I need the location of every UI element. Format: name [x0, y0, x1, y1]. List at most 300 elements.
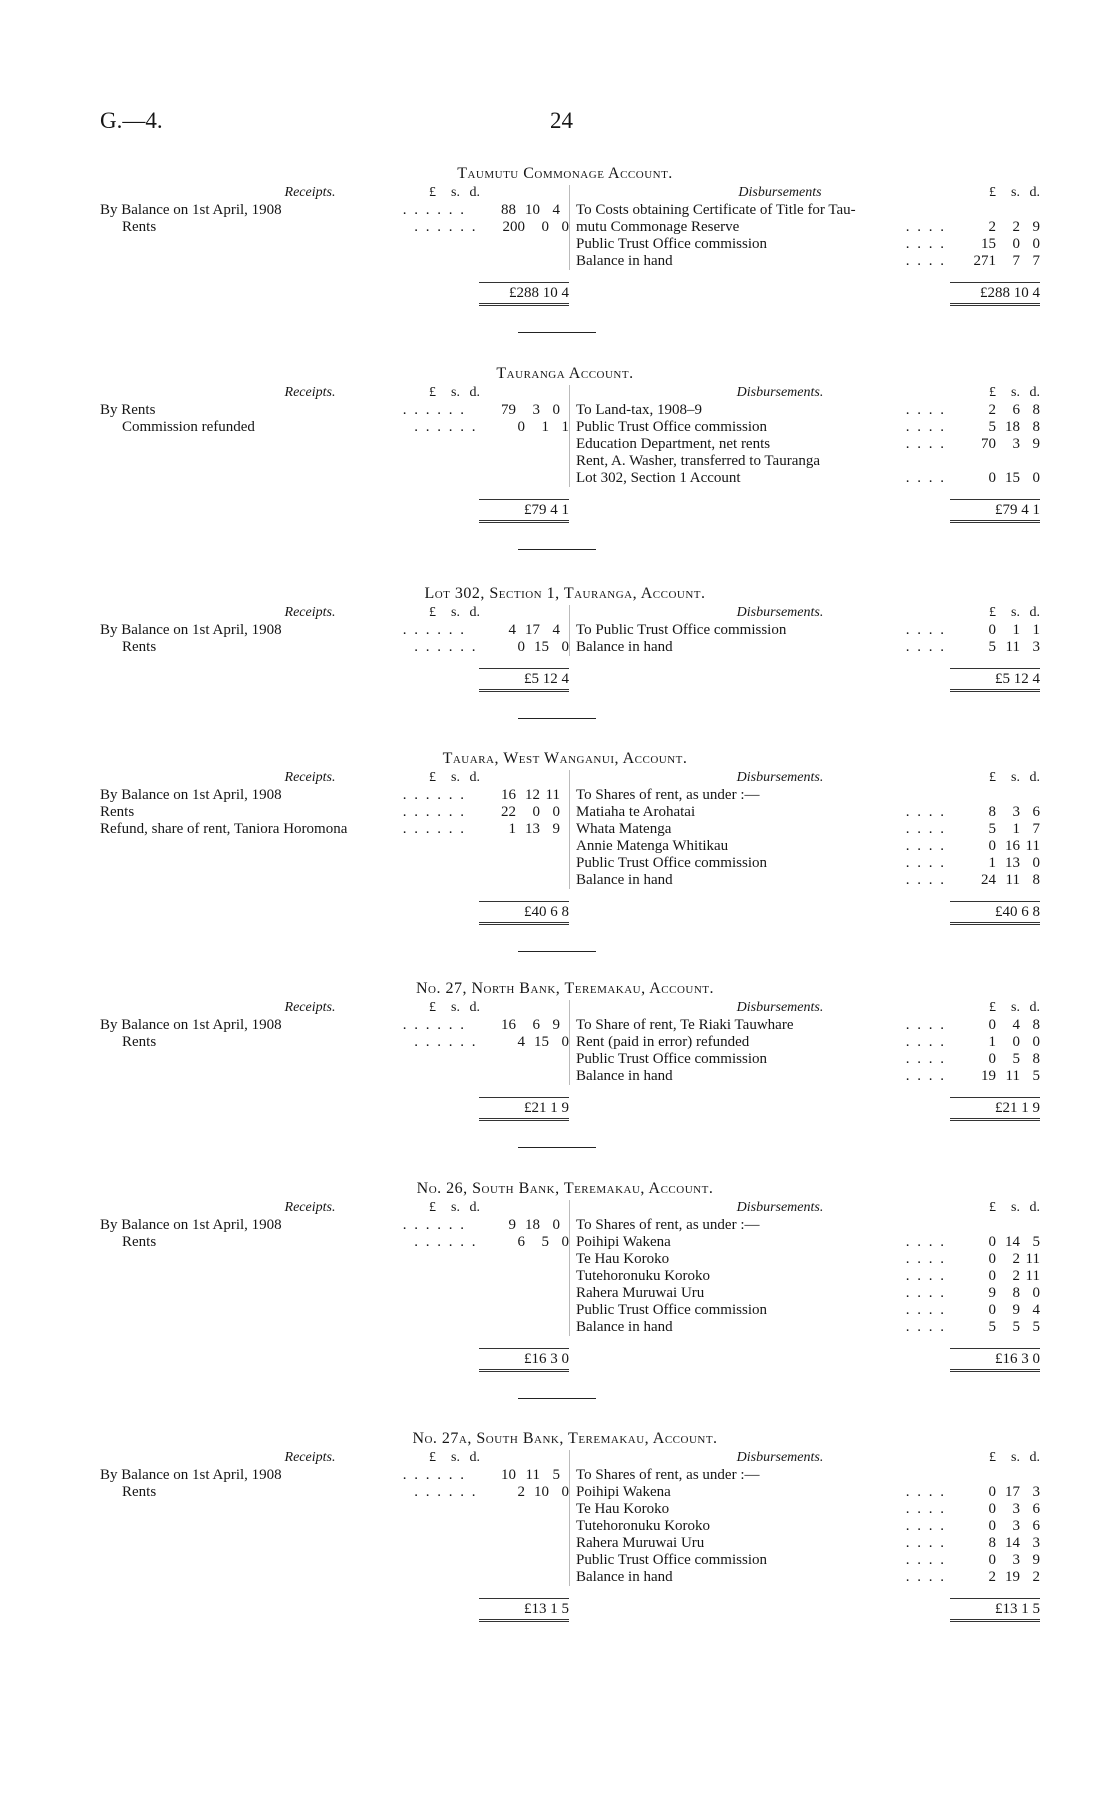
amount	[950, 1251, 1040, 1268]
pounds	[960, 1467, 996, 1484]
pounds: 0	[517, 639, 525, 655]
receipt-description	[100, 219, 482, 236]
disbursement-description	[570, 1552, 950, 1569]
disbursement-description	[570, 639, 950, 656]
pounds: 8	[988, 1535, 996, 1551]
receipts-column	[100, 1000, 570, 1116]
shillings: 13	[1005, 855, 1020, 871]
pounds: 9	[988, 1285, 996, 1301]
shillings: 2	[1012, 219, 1020, 235]
disbursement-row	[570, 202, 1040, 219]
shillings: 12	[525, 787, 540, 803]
pence: 0	[561, 1034, 569, 1050]
amount	[950, 402, 1040, 419]
disbursement-description	[570, 419, 950, 436]
pence: 1	[561, 419, 569, 435]
disbursement-text: Te Hau Koroko	[576, 1251, 670, 1267]
amount	[950, 1535, 1040, 1552]
receipts-label: Receipts.	[284, 185, 336, 200]
pence: 11	[545, 787, 560, 803]
section-divider	[518, 549, 596, 550]
pence: 8	[1032, 872, 1040, 888]
receipt-text: Commission refunded	[122, 419, 255, 435]
pounds: 88	[501, 202, 516, 218]
shillings: 3	[1012, 804, 1020, 820]
amount	[950, 639, 1040, 656]
pounds: 5	[988, 419, 996, 435]
receipt-description	[100, 787, 470, 804]
pounds: 0	[517, 419, 525, 435]
pounds: 0	[988, 1501, 996, 1517]
disbursement-row	[570, 236, 1040, 253]
disbursement-row	[570, 787, 1040, 804]
shillings: 17	[525, 622, 540, 638]
amount	[950, 855, 1040, 872]
pounds: 24	[981, 872, 996, 888]
amount	[950, 1034, 1040, 1051]
disbursement-row	[570, 1484, 1040, 1501]
receipts-column	[100, 770, 570, 920]
disbursement-text: Balance in hand	[576, 1068, 673, 1084]
account-block	[100, 365, 1040, 518]
pounds	[960, 1217, 996, 1234]
receipt-description	[100, 402, 470, 419]
amount	[950, 453, 1040, 470]
section-divider	[518, 1147, 596, 1148]
shillings: 14	[1005, 1234, 1020, 1250]
currency-label: d.	[1029, 385, 1040, 400]
amount	[470, 622, 560, 639]
receipts-total: £16 3 0	[479, 1348, 569, 1372]
receipts-total-row	[100, 1594, 569, 1622]
disbursements-total: £79 4 1	[950, 499, 1040, 523]
disbursement-text: Poihipi Wakena	[576, 1484, 671, 1500]
amount	[950, 838, 1040, 855]
section-divider	[518, 951, 596, 952]
receipt-description	[100, 1467, 470, 1484]
disbursements-total-row	[570, 1594, 1040, 1622]
amount	[482, 1484, 569, 1501]
leader-dots: . . . .	[902, 1268, 946, 1285]
receipts-header	[100, 385, 569, 402]
currency-label: £	[429, 770, 436, 785]
disbursement-row	[570, 639, 1040, 656]
amount	[950, 1518, 1040, 1535]
currency-label: d.	[1029, 1200, 1040, 1215]
pence: 0	[552, 402, 560, 418]
disbursement-row	[570, 436, 1040, 453]
pence: 5	[1032, 1234, 1040, 1250]
receipt-row	[100, 219, 569, 236]
receipts-header	[100, 1200, 569, 1217]
account-title: No. 27a, South Bank, Teremakau, Account.	[412, 1430, 718, 1447]
shillings: 0	[541, 219, 549, 235]
shillings: 15	[534, 1034, 549, 1050]
shillings: 3	[532, 402, 540, 418]
receipts-label: Receipts.	[284, 605, 336, 620]
disbursements-label: Disbursements.	[736, 1200, 824, 1215]
section-divider	[518, 718, 596, 719]
disbursement-description	[570, 1285, 950, 1302]
leader-dots: . . . .	[902, 1285, 946, 1302]
page-number: 24	[550, 108, 573, 133]
shillings: 2	[1012, 1251, 1020, 1267]
currency-label: s.	[451, 1200, 460, 1215]
pence	[1020, 453, 1040, 470]
disbursement-text: Public Trust Office commission	[576, 1552, 767, 1568]
pence: 6	[1032, 1501, 1040, 1517]
disbursement-text: To Public Trust Office commission	[576, 622, 787, 638]
disbursement-row	[570, 1217, 1040, 1234]
disbursement-description	[570, 1467, 950, 1484]
pence: 4	[552, 202, 560, 218]
disbursements-label: Disbursements.	[736, 1450, 824, 1465]
receipt-text: Rents	[122, 1484, 157, 1500]
pence: 5	[552, 1467, 560, 1483]
shillings: 11	[1005, 872, 1020, 888]
receipts-total-row	[100, 1093, 569, 1121]
amount	[950, 470, 1040, 487]
disbursement-text: Annie Matenga Whitikau	[576, 838, 729, 854]
amount	[950, 1268, 1040, 1285]
amount	[950, 821, 1040, 838]
lsd-header	[950, 385, 1040, 402]
receipts-total: £40 6 8	[479, 901, 569, 925]
disbursements-total: £288 10 4	[950, 282, 1040, 306]
lsd-header	[950, 1000, 1040, 1017]
amount	[950, 804, 1040, 821]
disbursement-description	[570, 219, 950, 236]
pounds: 0	[988, 1268, 996, 1284]
account-table	[100, 605, 1040, 687]
amount	[950, 1467, 1040, 1484]
disbursement-description	[570, 1034, 950, 1051]
section-divider	[518, 1398, 596, 1399]
disbursement-row	[570, 1552, 1040, 1569]
receipts-column	[100, 385, 570, 518]
disbursement-description	[570, 1234, 950, 1251]
receipt-description	[100, 1034, 482, 1051]
pence: 0	[552, 1217, 560, 1233]
receipt-text: Refund, share of rent, Taniora Horomona	[100, 821, 348, 837]
currency-label: s.	[1011, 1450, 1020, 1465]
disbursement-text: Te Hau Koroko	[576, 1501, 670, 1517]
pounds: 0	[988, 838, 996, 854]
disbursements-column	[570, 385, 1040, 518]
shillings: 14	[1005, 1535, 1020, 1551]
pounds	[960, 787, 996, 804]
currency-label: s.	[1011, 385, 1020, 400]
shillings: 10	[525, 202, 540, 218]
shillings: 16	[1005, 838, 1020, 854]
disbursement-text: Public Trust Office commission	[576, 419, 767, 435]
disbursement-row	[570, 253, 1040, 270]
currency-label: £	[989, 770, 996, 785]
leader-dots: . . . .	[902, 622, 946, 639]
lsd-header	[950, 1450, 1040, 1467]
pounds: 0	[988, 622, 996, 638]
receipt-row	[100, 1484, 569, 1501]
pounds: 1	[988, 1034, 996, 1050]
pounds: 0	[988, 1302, 996, 1318]
currency-label: £	[429, 185, 436, 200]
pence	[1020, 202, 1040, 219]
receipts-header	[100, 770, 569, 787]
disbursements-total-row	[570, 897, 1040, 925]
disbursement-description	[570, 253, 950, 270]
disbursements-header	[570, 1000, 1040, 1017]
shillings: 0	[1012, 236, 1020, 252]
pounds	[960, 202, 996, 219]
pence: 9	[1032, 1552, 1040, 1568]
amount	[470, 804, 560, 821]
shillings: 19	[1005, 1569, 1020, 1585]
disbursements-label: Disbursements.	[736, 770, 824, 785]
shillings: 5	[1012, 1319, 1020, 1335]
disbursements-total: £16 3 0	[950, 1348, 1040, 1372]
disbursement-text: Balance in hand	[576, 253, 673, 269]
pence: 4	[552, 622, 560, 638]
amount	[950, 1569, 1040, 1586]
pounds: 10	[501, 1467, 516, 1483]
leader-dots: . . . . . .	[410, 419, 477, 436]
disbursement-row	[570, 1518, 1040, 1535]
leader-dots: . . . .	[902, 470, 946, 487]
receipts-label: Receipts.	[284, 1450, 336, 1465]
leader-dots: . . . .	[902, 855, 946, 872]
disbursement-row	[570, 1034, 1040, 1051]
disbursement-row	[570, 622, 1040, 639]
account-title: Lot 302, Section 1, Tauranga, Account.	[424, 585, 706, 602]
amount	[950, 872, 1040, 889]
receipt-text: By Balance on 1st April, 1908	[100, 1467, 282, 1483]
pounds: 0	[988, 1518, 996, 1534]
receipts-column	[100, 1200, 570, 1367]
leader-dots: . . . . . .	[410, 639, 477, 656]
account-title: No. 27, North Bank, Teremakau, Account.	[415, 980, 715, 997]
account-block	[100, 980, 1040, 1116]
pence: 4	[1032, 1302, 1040, 1318]
receipt-text: Rents	[122, 639, 157, 655]
leader-dots: . . . .	[902, 838, 946, 855]
pounds: 5	[988, 639, 996, 655]
pounds: 22	[501, 804, 516, 820]
pence: 0	[1032, 855, 1040, 871]
receipts-total-row	[100, 897, 569, 925]
disbursement-description	[570, 436, 950, 453]
disbursements-total-row	[570, 1093, 1040, 1121]
currency-label: £	[429, 1450, 436, 1465]
shillings: 10	[534, 1484, 549, 1500]
pence: 5	[1032, 1068, 1040, 1084]
account-block	[100, 1180, 1040, 1367]
disbursements-column	[570, 1450, 1040, 1617]
disbursement-text: To Share of rent, Te Riaki Tauwhare	[576, 1017, 794, 1033]
pence: 8	[1032, 402, 1040, 418]
disbursements-header	[570, 605, 1040, 622]
disbursement-row	[570, 1251, 1040, 1268]
pence: 11	[1025, 1251, 1040, 1267]
leader-dots: . . . . . .	[399, 1017, 466, 1034]
pounds: 9	[508, 1217, 516, 1233]
lsd-header	[950, 605, 1040, 622]
disbursement-row	[570, 1068, 1040, 1085]
currency-label: £	[429, 1000, 436, 1015]
shillings: 8	[1012, 1285, 1020, 1301]
shillings: 6	[1012, 402, 1020, 418]
currency-label: s.	[1011, 1200, 1020, 1215]
leader-dots: . . . .	[902, 1051, 946, 1068]
receipts-total: £13 1 5	[479, 1598, 569, 1622]
pence: 11	[1025, 838, 1040, 854]
currency-label: d.	[1029, 1450, 1040, 1465]
pence: 0	[552, 804, 560, 820]
disbursements-column	[570, 1200, 1040, 1367]
account-title: Tauara, West Wanganui, Account.	[442, 750, 688, 767]
shillings: 13	[525, 821, 540, 837]
disbursement-description	[570, 1569, 950, 1586]
shillings: 15	[1005, 470, 1020, 486]
pounds: 0	[988, 1251, 996, 1267]
receipt-description	[100, 821, 470, 838]
disbursement-description	[570, 1484, 950, 1501]
amount	[950, 622, 1040, 639]
currency-label: s.	[451, 605, 460, 620]
disbursements-total: £13 1 5	[950, 1598, 1040, 1622]
pounds: 79	[501, 402, 516, 418]
pence: 3	[1032, 1484, 1040, 1500]
disbursement-description	[570, 1251, 950, 1268]
shillings: 3	[1012, 1518, 1020, 1534]
disbursement-text: mutu Commonage Reserve	[576, 219, 740, 235]
receipt-text: Rents	[122, 219, 157, 235]
receipt-row	[100, 1217, 569, 1234]
currency-label: £	[989, 1200, 996, 1215]
currency-label: s.	[1011, 1000, 1020, 1015]
currency-label: s.	[451, 185, 460, 200]
currency-label: d.	[1029, 1000, 1040, 1015]
pounds: 1	[508, 821, 516, 837]
leader-dots: . . . .	[902, 804, 946, 821]
receipt-row	[100, 1017, 569, 1034]
disbursement-description	[570, 821, 950, 838]
shillings: 7	[1012, 253, 1020, 269]
disbursements-header	[570, 1200, 1040, 1217]
disbursement-row	[570, 821, 1040, 838]
shillings: 2	[1012, 1268, 1020, 1284]
disbursement-text: Rahera Muruwai Uru	[576, 1285, 705, 1301]
disbursement-row	[570, 1268, 1040, 1285]
shillings: 3	[1012, 436, 1020, 452]
amount	[950, 236, 1040, 253]
disbursement-text: Public Trust Office commission	[576, 855, 767, 871]
account-table	[100, 185, 1040, 301]
account-block	[100, 165, 1040, 301]
leader-dots: . . . . . .	[399, 1467, 466, 1484]
shillings: 1	[1012, 821, 1020, 837]
leader-dots: . . . . . .	[410, 1034, 477, 1051]
pounds: 0	[988, 1234, 996, 1250]
receipts-label: Receipts.	[284, 1000, 336, 1015]
disbursement-text: Whata Matenga	[576, 821, 672, 837]
currency-label: d.	[469, 1000, 480, 1015]
amount	[950, 202, 1040, 219]
receipt-description	[100, 419, 482, 436]
shillings: 4	[1012, 1017, 1020, 1033]
disbursements-total: £5 12 4	[950, 668, 1040, 692]
amount	[950, 1285, 1040, 1302]
receipts-total-row	[100, 664, 569, 692]
disbursement-row	[570, 1501, 1040, 1518]
disbursement-text: To Shares of rent, as under :—	[576, 787, 760, 803]
disbursements-label: Disbursements.	[736, 385, 824, 400]
disbursement-text: Lot 302, Section 1 Account	[576, 470, 741, 486]
account-title: Tauranga Account.	[496, 365, 634, 382]
amount	[950, 1234, 1040, 1251]
disbursement-description	[570, 622, 950, 639]
receipt-text: By Balance on 1st April, 1908	[100, 1217, 282, 1233]
shillings: 1	[541, 419, 549, 435]
pence: 8	[1032, 1017, 1040, 1033]
disbursement-description	[570, 1319, 950, 1336]
shillings: 6	[532, 1017, 540, 1033]
pence: 7	[1032, 253, 1040, 269]
disbursement-row	[570, 804, 1040, 821]
receipts-total-row	[100, 278, 569, 306]
receipt-row	[100, 787, 569, 804]
leader-dots: . . . . . .	[399, 787, 466, 804]
receipts-total-row	[100, 495, 569, 523]
currency-label: d.	[1029, 770, 1040, 785]
shillings	[996, 787, 1020, 804]
receipt-row	[100, 1034, 569, 1051]
leader-dots: . . . .	[902, 1569, 946, 1586]
currency-label: £	[989, 1450, 996, 1465]
pence: 0	[561, 1234, 569, 1250]
disbursement-row	[570, 1535, 1040, 1552]
disbursement-description	[570, 1017, 950, 1034]
pence: 9	[552, 821, 560, 837]
receipt-row	[100, 804, 569, 821]
lsd-header	[950, 1200, 1040, 1217]
disbursement-description	[570, 804, 950, 821]
receipts-total: £5 12 4	[479, 668, 569, 692]
disbursement-text: Public Trust Office commission	[576, 1051, 767, 1067]
disbursement-text: Poihipi Wakena	[576, 1234, 671, 1250]
account-table	[100, 1000, 1040, 1116]
leader-dots: . . . .	[902, 1017, 946, 1034]
disbursements-label: Disbursements	[738, 185, 822, 200]
receipt-description	[100, 1234, 482, 1251]
receipts-column	[100, 1450, 570, 1617]
disbursement-row	[570, 1302, 1040, 1319]
pence: 9	[1032, 436, 1040, 452]
amount	[482, 219, 569, 236]
disbursement-text: Balance in hand	[576, 1569, 673, 1585]
receipt-text: By Balance on 1st April, 1908	[100, 787, 282, 803]
disbursement-text: Tutehoronuku Koroko	[576, 1518, 711, 1534]
currency-label: £	[429, 385, 436, 400]
shillings: 0	[532, 804, 540, 820]
lsd-header	[390, 1200, 480, 1217]
currency-label: s.	[1011, 605, 1020, 620]
leader-dots: . . . .	[902, 1319, 946, 1336]
pounds: 16	[501, 1017, 516, 1033]
leader-dots: . . . . . .	[399, 821, 466, 838]
account-table	[100, 1450, 1040, 1617]
leader-dots: . . . . . .	[410, 1484, 477, 1501]
disbursement-text: Rent (paid in error) refunded	[576, 1034, 750, 1050]
